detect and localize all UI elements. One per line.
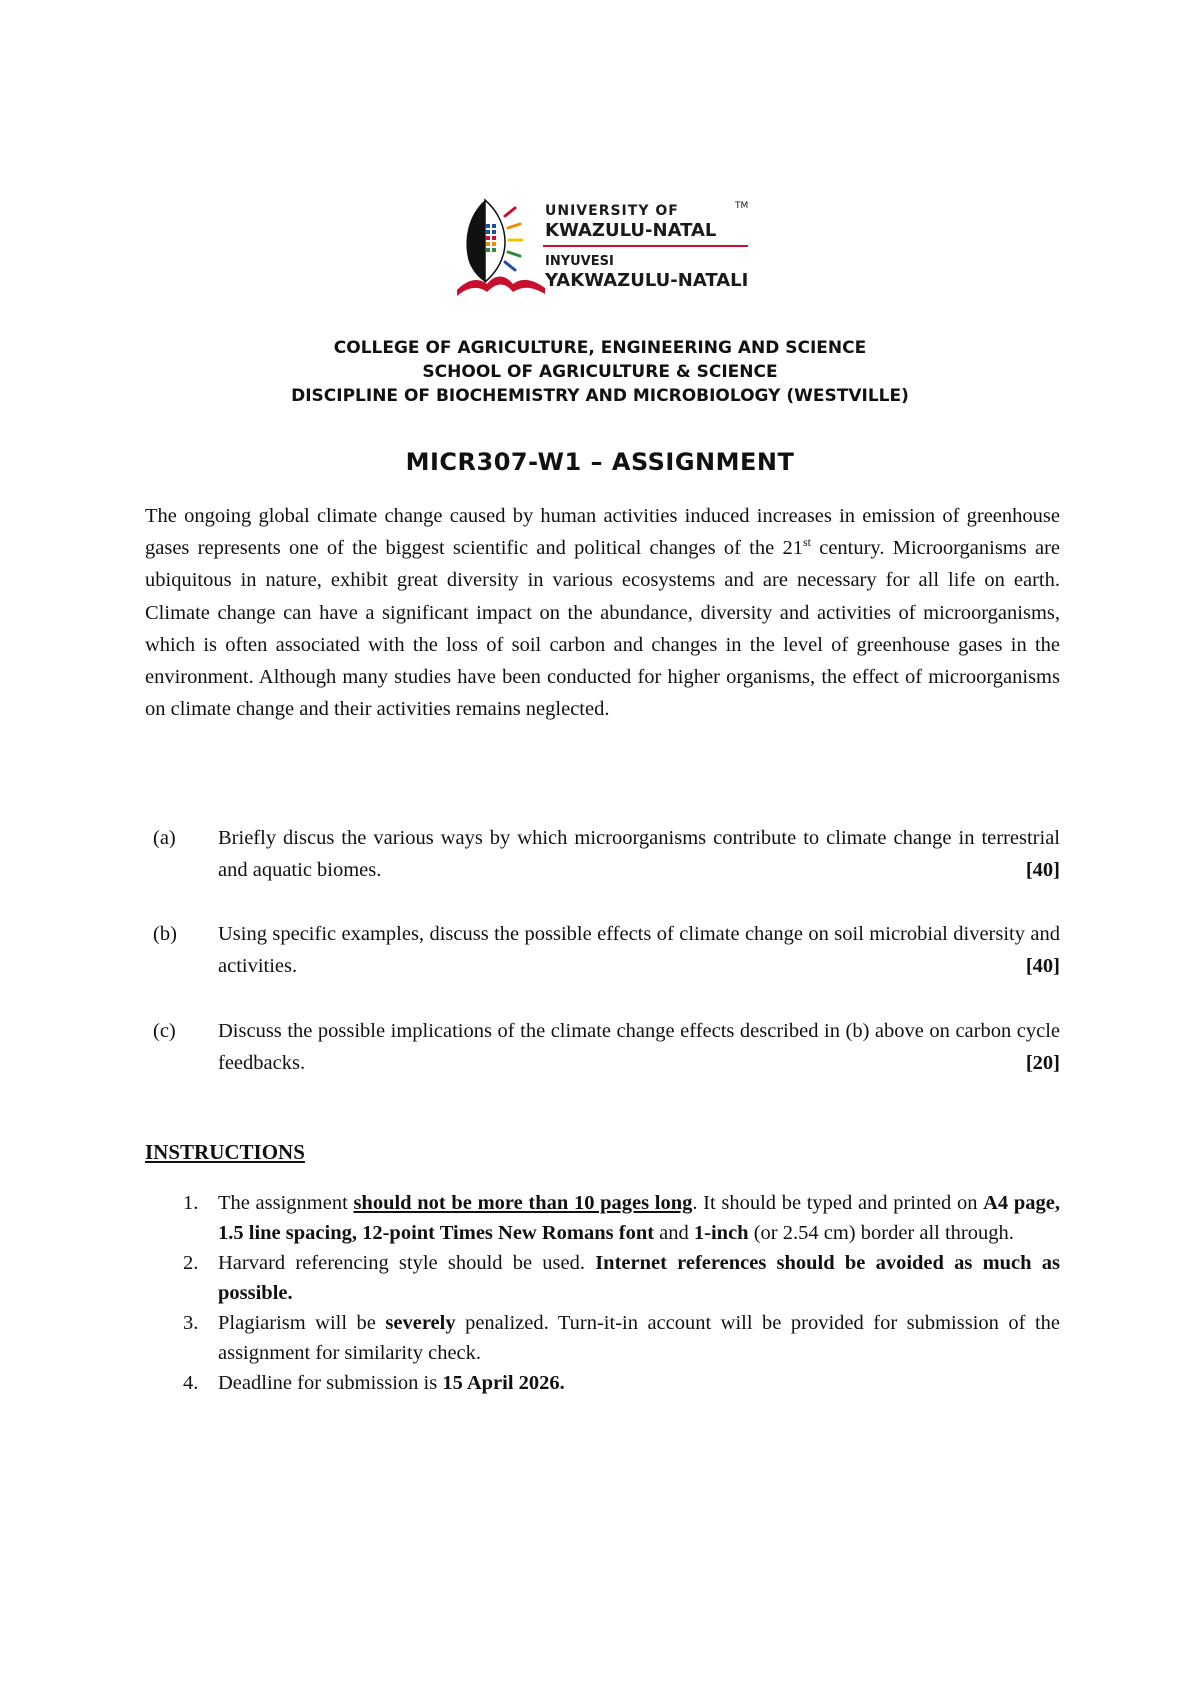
instruction-number: 1. — [183, 1192, 199, 1214]
department-header — [0, 336, 1200, 408]
question-label: (b) — [153, 923, 177, 945]
college-name: COLLEGE OF AGRICULTURE, ENGINEERING AND SCIENCE — [333, 338, 867, 358]
instruction-emphasis: severely — [385, 1312, 456, 1334]
question-label: (a) — [153, 827, 176, 849]
instruction-item-2 — [145, 1248, 1060, 1308]
instruction-emphasis: should not be more than 10 pages long — [353, 1192, 693, 1214]
logo-rays — [505, 208, 522, 270]
question-a — [145, 822, 1060, 886]
question-c — [145, 1015, 1060, 1079]
logo-shield-right — [485, 200, 505, 282]
question-marks: [20] — [1025, 1052, 1060, 1074]
logo-divider — [543, 245, 748, 247]
intro-part2: century. Microorganisms are ubiquitous in nature, exhibit great diversity in various ecosystems and are necessary for all life on earth. Climate change can have a significant impact on the abundance, diversity and activities of microorganisms, which is often associated with the loss of soil carbon and changes in the level of greenhouse gases in the environment. Although many studies have been conducted for higher organisms, the effect of microorganisms on climate change and their activities remains neglected. — [145, 537, 1060, 721]
instruction-item-3 — [145, 1308, 1060, 1368]
instruction-item-1 — [145, 1188, 1060, 1248]
instruction-emphasis: 1-inch — [693, 1222, 749, 1244]
instruction-number: 4. — [183, 1372, 199, 1394]
instruction-text: and — [654, 1222, 694, 1244]
school-name: SCHOOL OF AGRICULTURE & SCIENCE — [422, 362, 778, 382]
instructions-list — [145, 1188, 1060, 1398]
logo-kwazulu-natal: KWAZULU-NATAL — [545, 220, 717, 241]
instructions-heading: INSTRUCTIONS — [145, 1140, 305, 1164]
question-marks: [40] — [1025, 955, 1060, 977]
logo-yakwazulu-natali: YAKWAZULU-NATALI — [545, 270, 749, 291]
assignment-title: MICR307-W1 – ASSIGNMENT — [405, 448, 795, 476]
logo-inyuvesi: INYUVESI — [545, 254, 614, 269]
instruction-text: The assignment — [218, 1192, 354, 1214]
question-text: Briefly discus the various ways by which microorganisms contribute to climate change in terrestrial and aquatic biomes. — [218, 827, 1060, 881]
logo-university-of: UNIVERSITY OF — [545, 203, 679, 219]
instruction-emphasis: Internet references should be avoided as much as possible. — [218, 1252, 1060, 1304]
question-text: Using specific examples, discuss the possible effects of climate change on soil microbial diversity and activities. — [218, 923, 1060, 977]
question-b — [145, 918, 1060, 982]
instruction-text: Harvard referencing style should be used. — [218, 1252, 596, 1274]
instruction-text: penalized. Turn-it-in account will be provided for submission of the assignment for similarity check. — [218, 1312, 1060, 1364]
instruction-emphasis: A4 page, 1.5 line spacing, 12-point Times New Romans font — [218, 1192, 1060, 1244]
logo-swoosh — [457, 277, 545, 297]
question-marks: [40] — [1025, 859, 1060, 881]
instruction-item-4 — [145, 1368, 1060, 1398]
question-text: Discuss the possible implications of the climate change effects described in (b) above on carbon cycle feedbacks. — [218, 1020, 1060, 1074]
instruction-text: Deadline for submission is — [218, 1372, 443, 1394]
logo-trademark: TM — [735, 201, 749, 211]
question-label: (c) — [153, 1020, 176, 1042]
instruction-text: . It should be typed and printed on — [692, 1192, 984, 1214]
discipline-name: DISCIPLINE OF BIOCHEMISTRY AND MICROBIOLOGY (WESTVILLE) — [291, 386, 909, 406]
intro-superscript: st — [802, 535, 811, 550]
instruction-text: (or 2.54 cm) border all through. — [748, 1222, 1014, 1244]
intro-part1: The ongoing global climate change caused by human activities induced increases in emission of greenhouse gases represents one of the biggest scientific and political changes of the 21 — [145, 505, 1060, 560]
logo-shield-black — [466, 200, 485, 282]
instruction-text: Plagiarism will be — [218, 1312, 386, 1334]
instruction-number: 3. — [183, 1312, 199, 1334]
intro-paragraph — [145, 500, 1060, 725]
instruction-number: 2. — [183, 1252, 199, 1274]
instruction-emphasis: 15 April 2026. — [442, 1372, 565, 1394]
